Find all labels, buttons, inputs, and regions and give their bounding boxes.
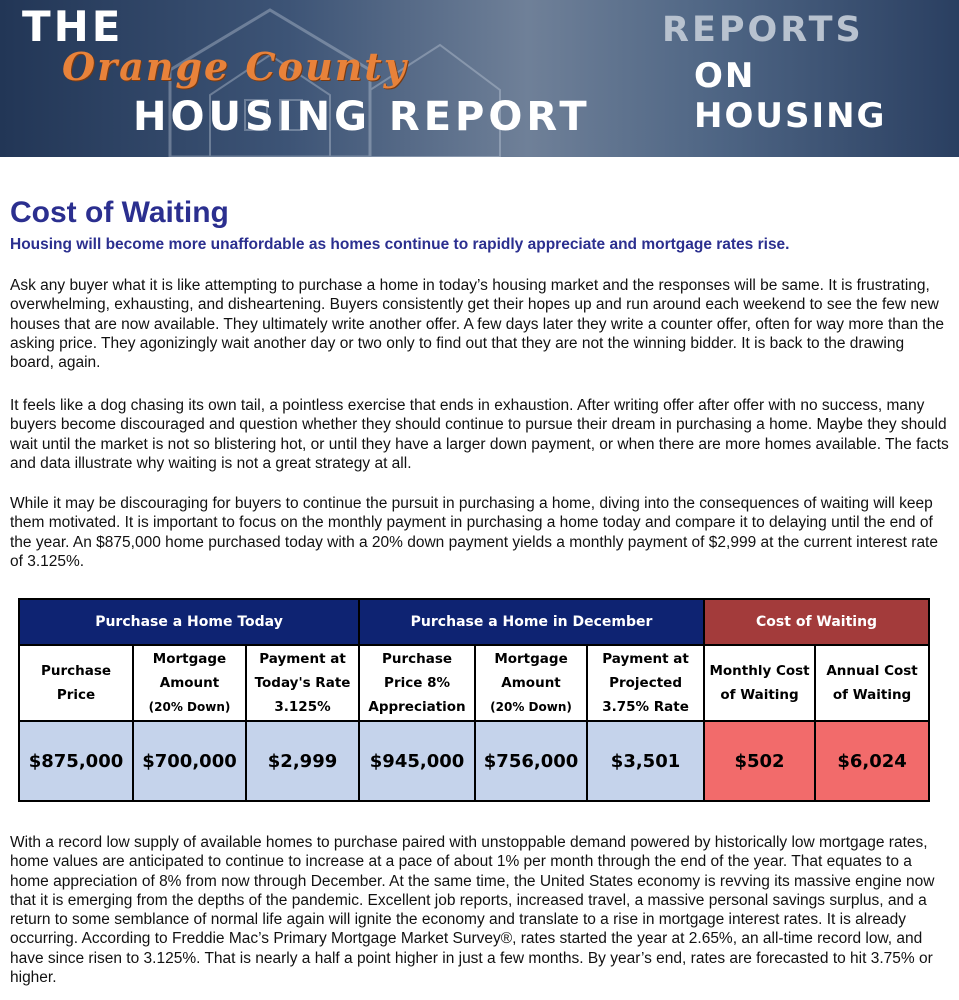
header-line: Appreciation: [368, 699, 466, 715]
group-header-today: Purchase a Home Today: [19, 599, 359, 645]
header-line: Monthly Cost: [709, 663, 810, 679]
header-line: of Waiting: [720, 687, 799, 703]
banner-orange-county: Orange County: [62, 44, 408, 89]
column-header: [587, 645, 704, 721]
column-header: [19, 645, 133, 721]
paragraph-2: It feels like a dog chasing its own tail, a pointless exercise that ends in exhaustion. After writing offer after offer with no success, many buyers become discouraged and question whether they should continue to pursue their dream in purchasing a home. Maybe they should wait until the market is not so blistering hot, or until they have a larger down payment, or when there are more homes available. The facts and data illustrate why waiting is not a great strategy at all.: [10, 397, 949, 472]
header-line: Mortgage: [494, 651, 568, 667]
header-line: Projected: [609, 675, 682, 691]
header-line: Payment at: [259, 651, 346, 667]
header-line: Price 8%: [384, 675, 451, 691]
header-line: Purchase: [40, 663, 112, 679]
header-line: Payment at: [602, 651, 689, 667]
value-monthly-cost: $502: [704, 721, 815, 801]
cost-of-waiting-table: [18, 598, 930, 802]
column-header: [246, 645, 359, 721]
header-line: 3.75% Rate: [602, 699, 689, 715]
column-header: [359, 645, 475, 721]
value-purchase-price-december: $945,000: [359, 721, 475, 801]
group-header-cost: Cost of Waiting: [704, 599, 929, 645]
header-line: (20% Down): [148, 700, 231, 714]
header-line: Amount: [159, 675, 220, 691]
value-mortgage-today: $700,000: [133, 721, 246, 801]
value-annual-cost: $6,024: [815, 721, 929, 801]
header-line: 3.125%: [274, 699, 331, 715]
value-mortgage-december: $756,000: [475, 721, 587, 801]
header-line: Today's Rate: [254, 675, 351, 691]
column-header: [133, 645, 246, 721]
header-banner: [0, 0, 959, 157]
banner-housing-report: HOUSING REPORT: [133, 94, 591, 140]
value-purchase-price-today: $875,000: [19, 721, 133, 801]
article-subtitle: Housing will become more unaffordable as homes continue to rapidly appreciate and mortgage rates rise.: [10, 236, 790, 253]
header-line: Annual Cost: [826, 663, 918, 679]
banner-on-housing: ON HOUSING: [694, 56, 887, 136]
header-line: (20% Down): [490, 700, 572, 714]
paragraph-1: Ask any buyer what it is like attempting to purchase a home in today’s housing market and the responses will be same. It is frustrating, overwhelming, exhausting, and disheartening. Buyers consistently get their hopes up and run around each weekend to see the few new houses that are now available. They ultimately write another offer. A few days later they write a counter offer, often for way more than the asking price. They agonizingly wait another day or two only to find out that they are not the winning bidder. It is back to the drawing board, again.: [10, 277, 944, 372]
value-payment-december: $3,501: [587, 721, 704, 801]
banner-reports: REPORTS: [662, 10, 864, 50]
header-line: Mortgage: [152, 651, 227, 667]
header-line: Purchase: [381, 651, 453, 667]
value-payment-today: $2,999: [246, 721, 359, 801]
column-header: [475, 645, 587, 721]
column-header: [815, 645, 929, 721]
header-line: of Waiting: [832, 687, 912, 703]
header-line: Price: [56, 687, 96, 703]
paragraph-3: While it may be discouraging for buyers to continue the pursuit in purchasing a home, diving into the consequences of waiting will keep them motivated. It is important to focus on the monthly payment in purchasing a home today and compare it to delaying until the end of the year. An $875,000 home purchased today with a 20% down payment yields a monthly payment of $2,999 at the current interest rate of 3.125%.: [10, 495, 938, 570]
group-header-december: Purchase a Home in December: [359, 599, 704, 645]
article-title: Cost of Waiting: [10, 196, 229, 229]
paragraph-4: With a record low supply of available homes to purchase paired with unstoppable demand powered by historically low mortgage rates, home values are anticipated to continue to increase at a pace of about 1% per month through the end of the year. That equates to a home appreciation of 8% from now through December. At the same time, the United States economy is revving its massive engine now that it is emerging from the depths of the pandemic. Excellent job reports, increased travel, a massive personal savings surplus, and a return to some semblance of normal life again will ignite the economy and translate to a rise in mortgage interest rates. It is already occurring. According to Freddie Mac’s Primary Mortgage Market Survey®, rates started the year at 2.65%, an all-time record low, and have since risen to 3.125%. That is nearly a half a point higher in just a few months. By year’s end, rates are forecasted to hit 3.75% or higher.: [10, 834, 935, 987]
header-line: Amount: [501, 675, 561, 691]
banner-the: THE: [22, 2, 124, 51]
column-header: [704, 645, 815, 721]
